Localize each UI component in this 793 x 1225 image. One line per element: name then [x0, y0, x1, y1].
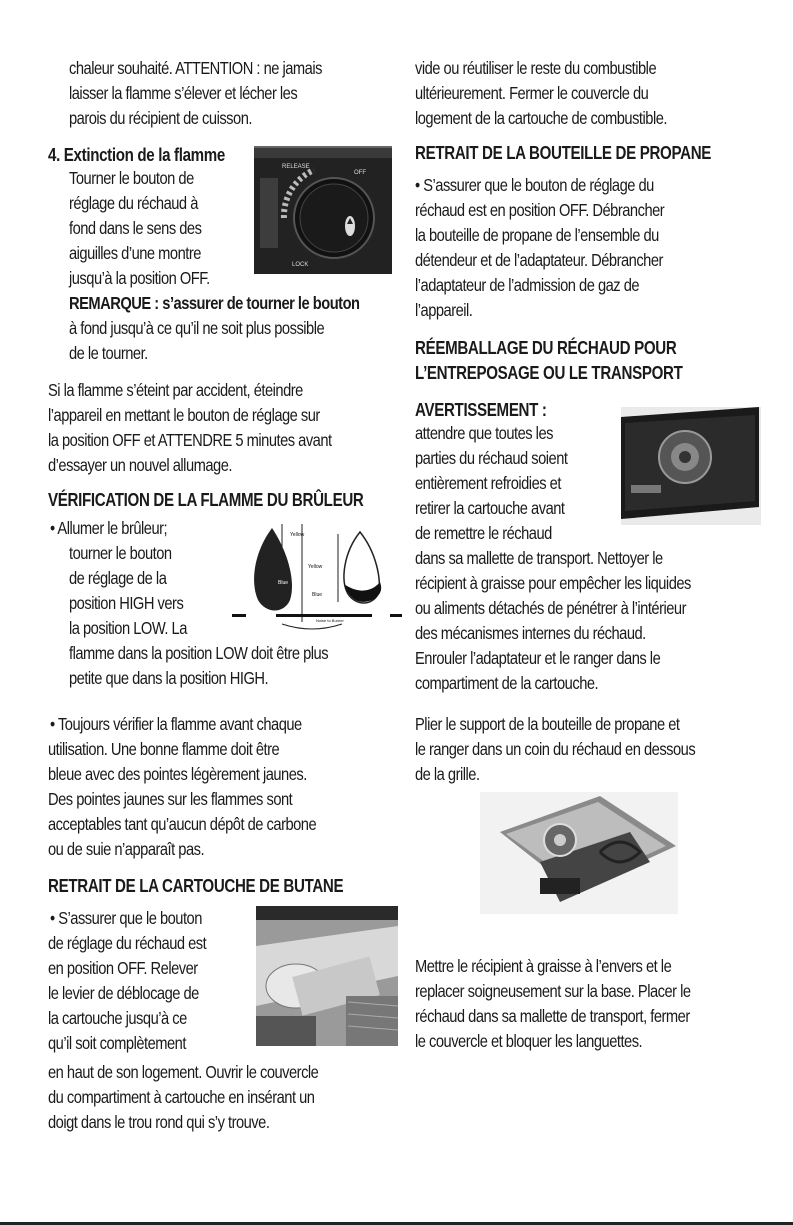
verif2-line-2: utilisation. Une bonne flamme doit être: [48, 739, 280, 759]
avertissement-title: AVERTISSEMENT :: [415, 400, 547, 420]
mettre-line-2: replacer soigneusement sur la base. Placer le: [415, 981, 691, 1001]
propane-line-1: • S’assurer que le bouton de réglage du: [415, 175, 654, 195]
flame-diagram: [232, 522, 402, 634]
avert-line-6: dans sa mallette de transport. Nettoyer le: [415, 548, 663, 568]
r-intro-line-1: vide ou réutiliser le reste du combustible: [415, 58, 657, 78]
butane-line-1: • S’assurer que le bouton: [50, 908, 202, 928]
butane-line-8: du compartiment à cartouche en insérant un: [48, 1087, 315, 1107]
svg-text:OFF: OFF: [354, 170, 366, 176]
verif2-line-5: acceptables tant qu’aucun dépôt de carbone: [48, 814, 317, 834]
si-line-4: d’essayer un nouvel allumage.: [48, 455, 232, 475]
sec4-line-5: jusqu’à la position OFF.: [69, 268, 210, 288]
propane-line-2: réchaud est en position OFF. Débrancher: [415, 200, 665, 220]
sec4-line-3: fond dans le sens des: [69, 218, 202, 238]
verif2-line-1: • Toujours vérifier la flamme avant chaque: [50, 714, 302, 734]
propane-line-4: détendeur et de l’adaptateur. Débrancher: [415, 250, 663, 270]
svg-text:Blue: Blue: [312, 592, 323, 598]
remarque-line-2: à fond jusqu’à ce qu’il ne soit plus possible: [69, 318, 325, 338]
si-line-2: l’appareil en mettant le bouton de réglage sur: [48, 405, 320, 425]
svg-text:Yellow: Yellow: [290, 532, 305, 538]
avert-line-8: ou aliments détachés de pénétrer à l’intérieur: [415, 598, 686, 618]
butane-line-5: la cartouche jusqu’à ce: [48, 1008, 187, 1028]
verification-title: VÉRIFICATION DE LA FLAMME DU BRÛLEUR: [48, 490, 364, 510]
cartridge-photo: [256, 906, 398, 1046]
avert-line-5: de remettre le réchaud: [415, 523, 552, 543]
verif-line-2: tourner le bouton: [69, 543, 172, 563]
svg-text:Blue: Blue: [278, 580, 289, 586]
r-intro-line-2: ultérieurement. Fermer le couvercle du: [415, 83, 649, 103]
butane-title: RETRAIT DE LA CARTOUCHE DE BUTANE: [48, 876, 344, 896]
plier-line-1: Plier le support de la bouteille de propane et: [415, 714, 680, 734]
verif-line-1: • Allumer le brûleur;: [50, 518, 168, 538]
svg-text:Yellow: Yellow: [308, 564, 323, 570]
verif2-line-3: bleue avec des pointes légèrement jaunes.: [48, 764, 307, 784]
reembal-title-1: RÉEMBALLAGE DU RÉCHAUD POUR: [415, 338, 677, 358]
open-case-photo: [480, 792, 678, 914]
intro-line-2: laisser la flamme s’élever et lécher les: [69, 83, 298, 103]
svg-text:Noise to Burner: Noise to Burner: [316, 618, 344, 623]
remarque-line-1: REMARQUE : s’assurer de tourner le bouton: [69, 293, 360, 313]
verif2-line-4: Des pointes jaunes sur les flammes sont: [48, 789, 293, 809]
verif-line-6: flamme dans la position LOW doit être plus: [69, 643, 329, 663]
avert-line-7: récipient à graisse pour empêcher les liquides: [415, 573, 691, 593]
intro-line-3: parois du récipient de cuisson.: [69, 108, 252, 128]
mettre-line-1: Mettre le récipient à graisse à l’envers et le: [415, 956, 672, 976]
stove-photo: [621, 407, 761, 525]
propane-title: RETRAIT DE LA BOUTEILLE DE PROPANE: [415, 143, 712, 163]
butane-line-9: doigt dans le trou rond qui s’y trouve.: [48, 1112, 270, 1132]
r-intro-line-3: logement de la cartouche de combustible.: [415, 108, 667, 128]
avert-line-10: Enrouler l’adaptateur et le ranger dans le: [415, 648, 661, 668]
section-4-title: 4. Extinction de la flamme: [48, 145, 225, 165]
avert-line-3: entièrement refroidies et: [415, 473, 561, 493]
sec4-line-1: Tourner le bouton de: [69, 168, 194, 188]
verif-line-4: position HIGH vers: [69, 593, 184, 613]
control-knob-photo: [254, 146, 392, 274]
sec4-line-4: aiguilles d’une montre: [69, 243, 201, 263]
intro-line-1: chaleur souhaité. ATTENTION : ne jamais: [69, 58, 322, 78]
plier-line-3: de la grille.: [415, 764, 480, 784]
verif-line-7: petite que dans la position HIGH.: [69, 668, 269, 688]
verif2-line-6: ou de suie n’apparaît pas.: [48, 839, 205, 859]
butane-line-4: le levier de déblocage de: [48, 983, 199, 1003]
svg-text:LOCK: LOCK: [292, 262, 309, 268]
svg-text:RELEASE: RELEASE: [282, 164, 310, 170]
avert-line-4: retirer la cartouche avant: [415, 498, 565, 518]
sec4-line-2: réglage du réchaud à: [69, 193, 198, 213]
butane-line-6: qu’il soit complètement: [48, 1033, 186, 1053]
propane-line-3: la bouteille de propane de l’ensemble du: [415, 225, 659, 245]
butane-line-7: en haut de son logement. Ouvrir le couvercle: [48, 1062, 319, 1082]
si-line-3: la position OFF et ATTENDRE 5 minutes avant: [48, 430, 332, 450]
si-line-1: Si la flamme s’éteint par accident, éteindre: [48, 380, 303, 400]
mettre-line-3: réchaud dans sa mallette de transport, fermer: [415, 1006, 690, 1026]
remarque-line-3: de le tourner.: [69, 343, 148, 363]
verif-line-3: de réglage de la: [69, 568, 167, 588]
verif-line-5: la position LOW. La: [69, 618, 187, 638]
reembal-title-2: L’ENTREPOSAGE OU LE TRANSPORT: [415, 363, 683, 383]
propane-line-6: l’appareil.: [415, 300, 473, 320]
avert-line-2: parties du réchaud soient: [415, 448, 568, 468]
plier-line-2: le ranger dans un coin du réchaud en dessous: [415, 739, 696, 759]
avert-line-11: compartiment de la cartouche.: [415, 673, 599, 693]
butane-line-2: de réglage du réchaud est: [48, 933, 207, 953]
avert-line-1: attendre que toutes les: [415, 423, 553, 443]
butane-line-3: en position OFF. Relever: [48, 958, 198, 978]
avert-line-9: des mécanismes internes du réchaud.: [415, 623, 646, 643]
mettre-line-4: le couvercle et bloquer les languettes.: [415, 1031, 643, 1051]
propane-line-5: l’adaptateur de l’admission de gaz de: [415, 275, 640, 295]
